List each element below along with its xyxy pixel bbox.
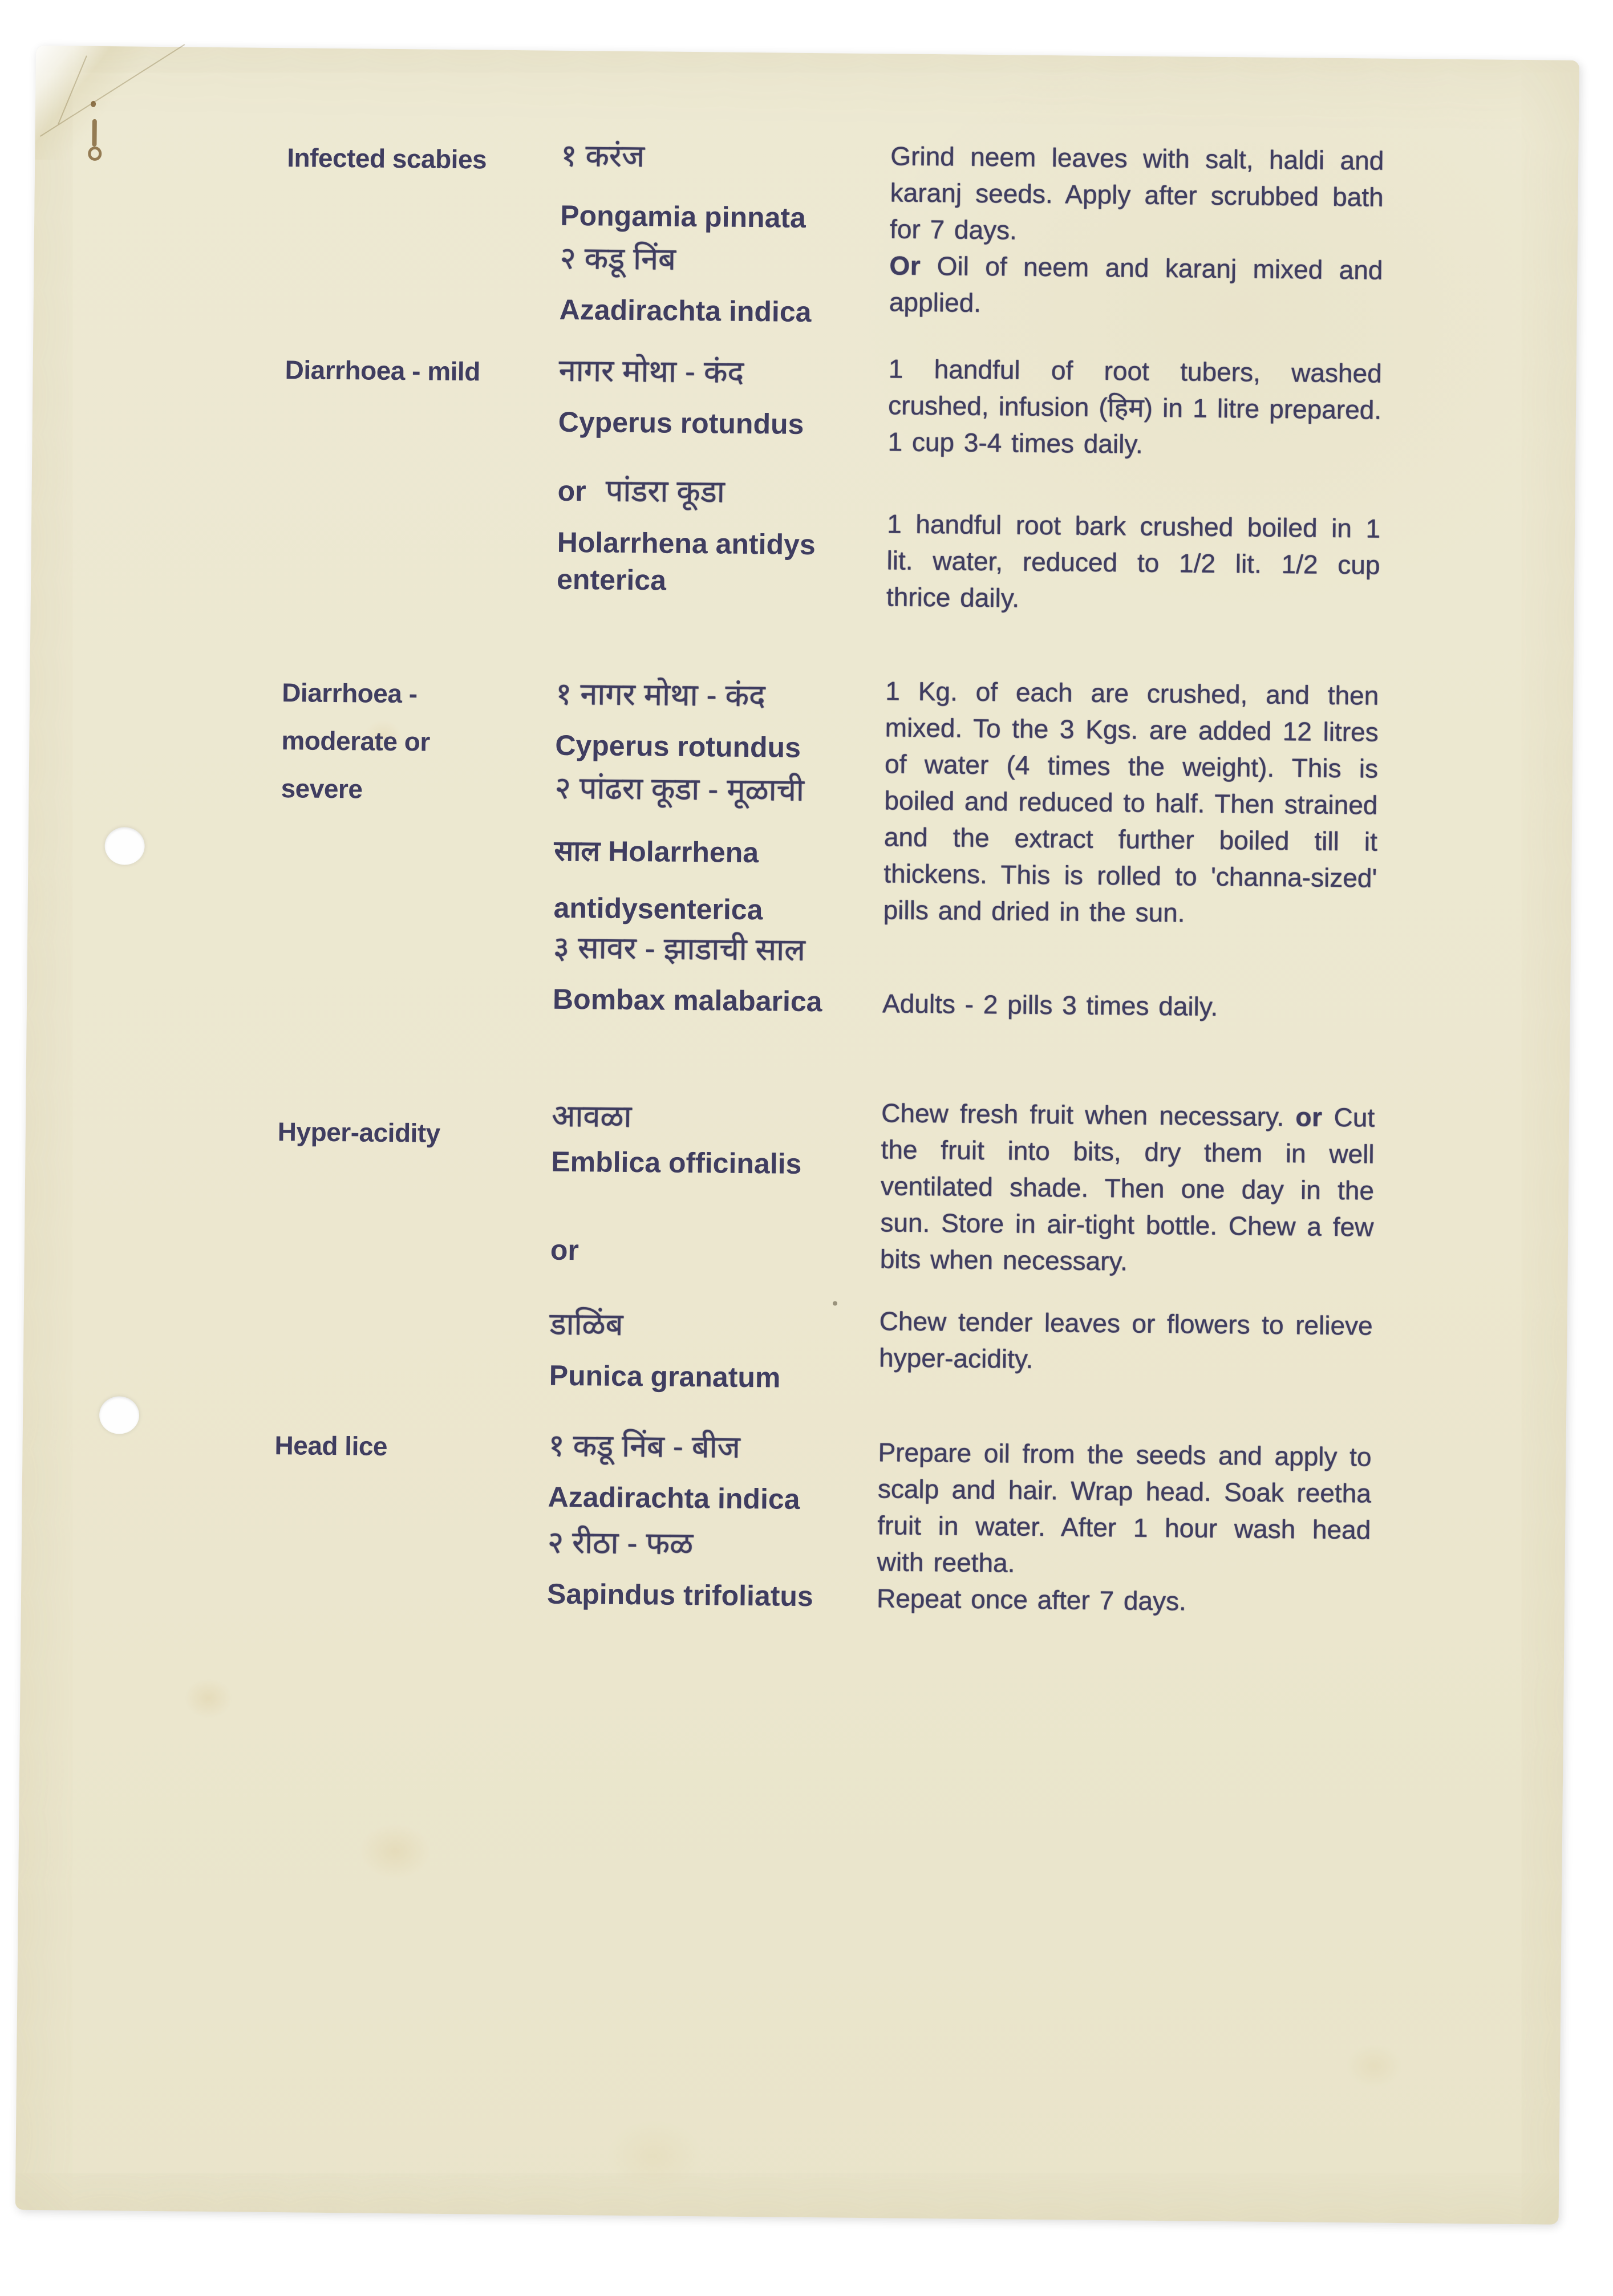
condition-line: Head lice <box>274 1430 388 1461</box>
plant-line <box>549 1349 874 1405</box>
plant-name-text: Azadirachta indica <box>559 293 812 328</box>
plant-name-text: २ पांढरा कूडा - मूळाची <box>554 770 805 808</box>
remedy-row <box>0 339 1610 613</box>
condition-label <box>285 346 542 396</box>
plant-name-text: नागर मोथा - कंद <box>558 353 744 390</box>
instruction-paragraph <box>890 137 1384 251</box>
plant-name-text: डाळिंब <box>549 1307 623 1342</box>
plant-column <box>559 128 886 339</box>
plant-line <box>554 762 880 817</box>
plant-column <box>547 1419 874 1623</box>
instruction-text: Chew tender leaves or flowers to relieve hyper-acidity. <box>878 1306 1373 1374</box>
plant-column <box>553 667 881 1028</box>
plant-name-text: Emblica officinalis <box>551 1145 802 1180</box>
plant-name-text: Cyperus rotundus <box>555 729 801 764</box>
plant-name-text: १ करंज <box>560 138 645 174</box>
plant-line <box>547 1568 873 1623</box>
instruction-text: Grind neem leaves with salt, haldi and karanj seeds. Apply after scrubbed bath for 7 days. <box>889 141 1384 245</box>
plant-line <box>554 825 880 880</box>
condition-label <box>274 1421 532 1471</box>
instruction-text: Cut the fruit into bits, dry them in well ventilated shade. Then one day in the sun. Store in air-tight bottle. Chew a few bits when necessary. <box>880 1102 1375 1276</box>
plant-line <box>558 344 884 400</box>
plant-line <box>561 129 886 185</box>
plant-line <box>559 283 885 339</box>
plant-line <box>548 1419 874 1475</box>
instruction-column <box>877 1422 1372 1621</box>
instruction-text: 1 handful of root tubers, washed crushed, infusion (हिम) in 1 litre prepared. 1 cup 3-4 times daily. <box>887 354 1382 459</box>
condition-line: Diarrhoea - <box>281 678 418 709</box>
plant-column <box>549 1089 877 1405</box>
plant-name-text: १ नागर मोथा - कंद <box>555 676 765 713</box>
instruction-text: 1 handful root bark crushed boiled in 1 lit. water, reduced to 1/2 lit. 1/2 cup thrice daily. <box>886 509 1381 613</box>
plant-name-text: आवळा <box>551 1098 632 1134</box>
remedy-row <box>0 1414 1600 1616</box>
instruction-text: 1 Kg. of each are crushed, and then mixed. To the 3 Kgs. are added 12 litres of water (4 times the weight). This is boiled and reduced to half. Then strained and the extract further boiled till it thickens. This is rolled to 'channa-sized' pills and dried in the sun. <box>883 676 1379 928</box>
instruction-text: Prepare oil from the seeds and apply to scalp and hair. Wrap head. Soak reetha fruit in water. After 1 hour wash head with reetha. <box>877 1437 1372 1578</box>
instruction-paragraph <box>880 1094 1375 1281</box>
instruction-paragraph <box>887 350 1382 464</box>
plant-name-text: २ कडू निंब <box>560 241 676 277</box>
plant-name-text: Bombax malabarica <box>552 983 822 1018</box>
plant-name-text: २ रीठा - फळ <box>547 1525 694 1561</box>
instruction-paragraph <box>877 1580 1371 1621</box>
instruction-paragraph <box>882 985 1376 1026</box>
remedy-row <box>0 661 1607 1021</box>
plant-name-text: १ कडू निंब - बीज <box>548 1428 740 1465</box>
instruction-paragraph <box>883 672 1379 932</box>
instruction-text: Adults - 2 pills 3 times daily. <box>882 988 1218 1021</box>
condition-label <box>277 1108 534 1158</box>
or-prefix: or <box>557 474 586 508</box>
plant-name-text: Cyperus rotundus <box>558 405 804 440</box>
bold-or-text: or <box>1295 1102 1323 1132</box>
plant-name-text: or <box>550 1234 579 1267</box>
instruction-text: Chew fresh fruit when necessary. <box>881 1098 1296 1132</box>
plant-line <box>556 668 881 723</box>
instruction-column <box>879 1092 1375 1380</box>
remedy-row <box>0 122 1612 328</box>
plant-name-text: Punica granatum <box>549 1359 781 1394</box>
plant-name-text: Sapindus trifoliatus <box>546 1577 814 1613</box>
instruction-column <box>889 131 1384 324</box>
instruction-paragraph <box>889 247 1383 324</box>
instruction-column <box>886 347 1382 619</box>
plant-name-text: ३ सावर - झाडाची साल <box>553 930 805 967</box>
plant-line <box>558 396 883 451</box>
plant-line <box>557 464 883 520</box>
condition-line: Infected scabies <box>286 143 487 175</box>
plant-name-text: antidysenterica <box>553 891 763 926</box>
plant-line <box>550 1224 876 1279</box>
condition-line: severe <box>281 773 363 804</box>
condition-label <box>281 668 538 814</box>
plant-name-text: enterica <box>556 563 667 597</box>
bold-or-text: Or <box>889 250 921 281</box>
plant-name-text: Holarrhena antidys <box>557 526 816 561</box>
instruction-text: Repeat once after 7 days. <box>876 1583 1187 1616</box>
plant-line <box>553 922 879 977</box>
instruction-paragraph <box>877 1434 1371 1584</box>
plant-name-text: Pongamia pinnata <box>560 199 806 234</box>
plant-line <box>549 1298 875 1353</box>
remedy-row <box>0 1083 1603 1394</box>
instruction-column <box>882 670 1379 1026</box>
condition-line: Hyper-acidity <box>277 1117 441 1148</box>
plant-name-text: Azadirachta indica <box>548 1480 800 1515</box>
condition-line: moderate or <box>281 725 431 757</box>
instruction-paragraph <box>879 1303 1373 1380</box>
plant-name-text: पांडरा कूडा <box>605 473 725 509</box>
instruction-paragraph <box>886 505 1381 619</box>
condition-line: Diarrhoea - mild <box>285 355 481 387</box>
condition-label <box>287 133 544 184</box>
plant-name-text: साल Holarrhena <box>554 834 759 869</box>
instruction-text: Oil of neem and karanj mixed and applied. <box>889 250 1383 318</box>
plant-line <box>553 973 878 1028</box>
plant-line <box>551 1135 877 1191</box>
plant-column <box>557 344 884 609</box>
